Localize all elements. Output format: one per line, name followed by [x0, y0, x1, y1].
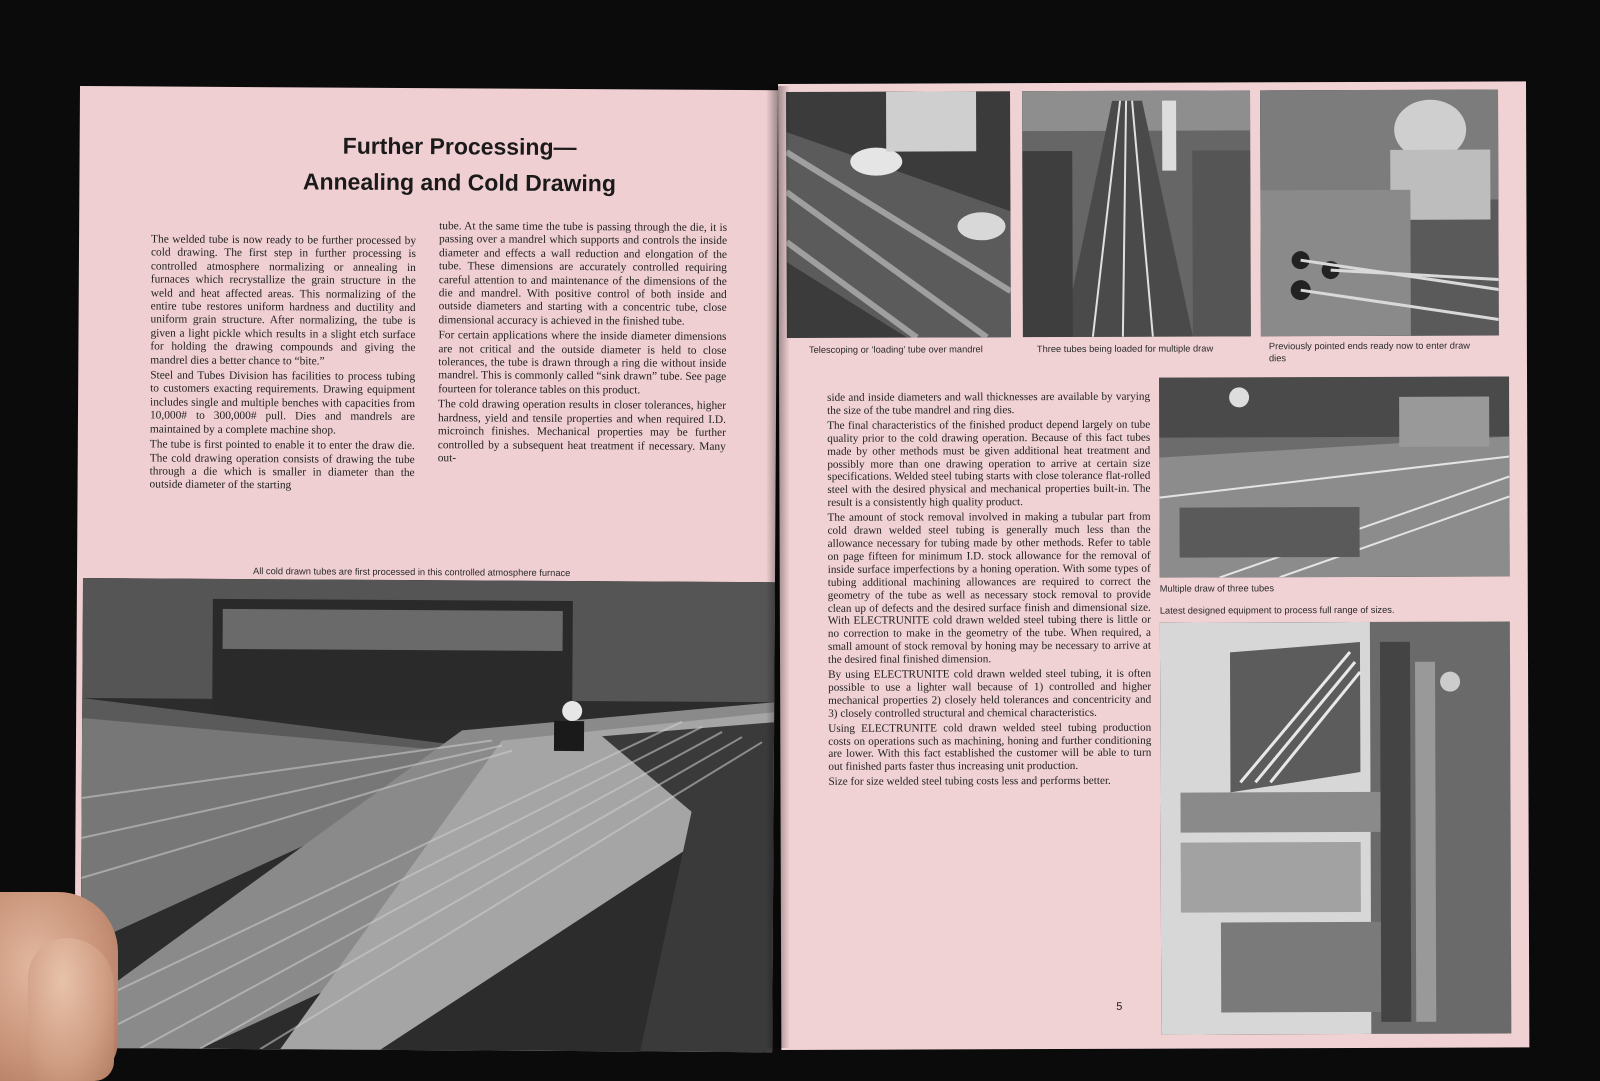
pointed-ends-photo: [1260, 89, 1499, 336]
furnace-photo-caption: All cold drawn tubes are first processed in this controlled atmosphere furnace: [253, 566, 571, 579]
thumb-tip: [28, 938, 114, 1081]
left-page: [74, 86, 778, 1052]
right-page: [778, 81, 1529, 1050]
paragraph: By using ELECTRUNITE cold drawn welded steel tubing, it is often possible to use a lighter wall because of 1) controlled and higher mechanical properties 2) closely held tolerances and concentricity and 3) closely controlled structural and chemical characteristics.: [828, 667, 1152, 720]
page-title: [229, 127, 689, 202]
page-number: 5: [1116, 1000, 1123, 1013]
three-tubes-caption: Three tubes being loaded for multiple draw: [1036, 343, 1214, 355]
latest-equipment-caption: Latest designed equipment to process full range of sizes.: [1159, 604, 1395, 616]
pointed-ends-caption: Previously pointed ends ready now to enter draw dies: [1268, 340, 1470, 364]
left-text-column-1: [150, 233, 417, 495]
paragraph: For certain applications where the inside diameter dimensions are not critical and the outside diameter is held to close tolerances, the tube is drawn through a ring die without inside mandrel. This is commonly called “sink drawn” tube. See page fourteen for tolerance tables on this product.: [438, 329, 727, 397]
title-line-2: Annealing and Cold Drawing: [302, 168, 617, 197]
paragraph: Size for size welded steel tubing costs less and performs better.: [828, 775, 1111, 789]
paragraph: The amount of stock removal involved in making a tubular part from cold drawn welded steel tubing is generally much less than the allowance necessary for tubing made by other methods. Refer to table on page fifteen for minimum I.D. stock allowance for the removal of inside surface imperfections by a honing operation. With some types of tubing additional machining allowances are required to correct the geometry of the tube as well as necessary stock removal to provide clean up of defects and the desired surface finish and dimensional size. With ELECTRUNITE cold drawn welded steel tubing there is little or no correction to make in the geometry of the tube. When required, a small amount of stock removal by honing may be necessary to arrive at the desired final finished dimension.: [827, 510, 1151, 666]
paragraph: tube. At the same time the tube is passing through the die, it is passing over a mandrel which supports and controls the inside diameter and effects a wall reduction and elongation of the tube. These dimensions are accurately controlled requiring careful attention to and maintenance of the dimensions of the die and mandrel. With positive control of both inside and outside diameters and starting with a concentric tube, close dimensional accuracy is achieved in the finished tube.: [438, 220, 728, 328]
right-text-column: [827, 391, 1151, 791]
title-line-1: Further Processing—: [342, 132, 577, 161]
telescoping-caption: Telescoping or ‘loading’ tube over mandrel: [808, 344, 983, 355]
paragraph: side and inside diameters and wall thicknesses are available by varying the size of the tube mandrel and ring dies.: [827, 390, 1151, 417]
left-text-column-2: [438, 220, 728, 469]
multiple-draw-caption: Multiple draw of three tubes: [1159, 583, 1274, 594]
telescoping-photo: [786, 91, 1011, 338]
paragraph: The tube is first pointed to enable it to enter the draw die. The cold drawing operation consists of drawing the tube through a die which is smaller in diameter than the outside diameter of the starting: [149, 438, 415, 492]
paragraph: Using ELECTRUNITE cold drawn welded steel tubing production costs on operations such as machining, honing and further conditioning are lower. With this fact established the customer will be able to turn out finished parts faster thus increasing unit production.: [828, 721, 1152, 774]
paragraph: The welded tube is now ready to be further processed by cold drawing. The first step in further processing is controlled atmosphere normalizing or annealing in furnaces which recrystallize the grain structure in the weld and heat affected areas. This normalizing of the entire tube restores uniform hardness and ductility and uniform grain structure. After normalizing, the tube is given a light pickle which results in a slight etch surface for holding the drawing compounds and giving the mandrel dies a better chance to “bite.”: [150, 233, 417, 368]
latest-equipment-photo: [1160, 621, 1511, 1034]
furnace-photo: [80, 578, 775, 1052]
paragraph: Steel and Tubes Division has facilities to process tubing to customers exacting requirements. Drawing equipment includes single and multiple benches with capacities from 10,000# to 300,000# pull. Dies and mandrels are maintained by a complete machine shop.: [149, 369, 416, 437]
paragraph: The cold drawing operation results in closer tolerances, higher hardness, yield and tensile properties and when required I.D. microinch finishes. Mechanical properties may be further controlled by a subsequent heat treatment if necessary. Many out-: [437, 398, 727, 465]
three-tubes-photo: [1022, 90, 1251, 337]
multiple-draw-photo: [1159, 376, 1510, 577]
paragraph: The final characteristics of the finished product depend largely on tube quality prior to the cold drawing operation. Because of this fact tubes made by other methods must be given additional heat treatment and possibly more than one drawing operation to arrive at certain size specifications. Welded steel tubing starts with close tolerance flat-rolled steel with the desired physical and mechanical properties built-in. The result is a consistently high quality product.: [827, 418, 1151, 510]
